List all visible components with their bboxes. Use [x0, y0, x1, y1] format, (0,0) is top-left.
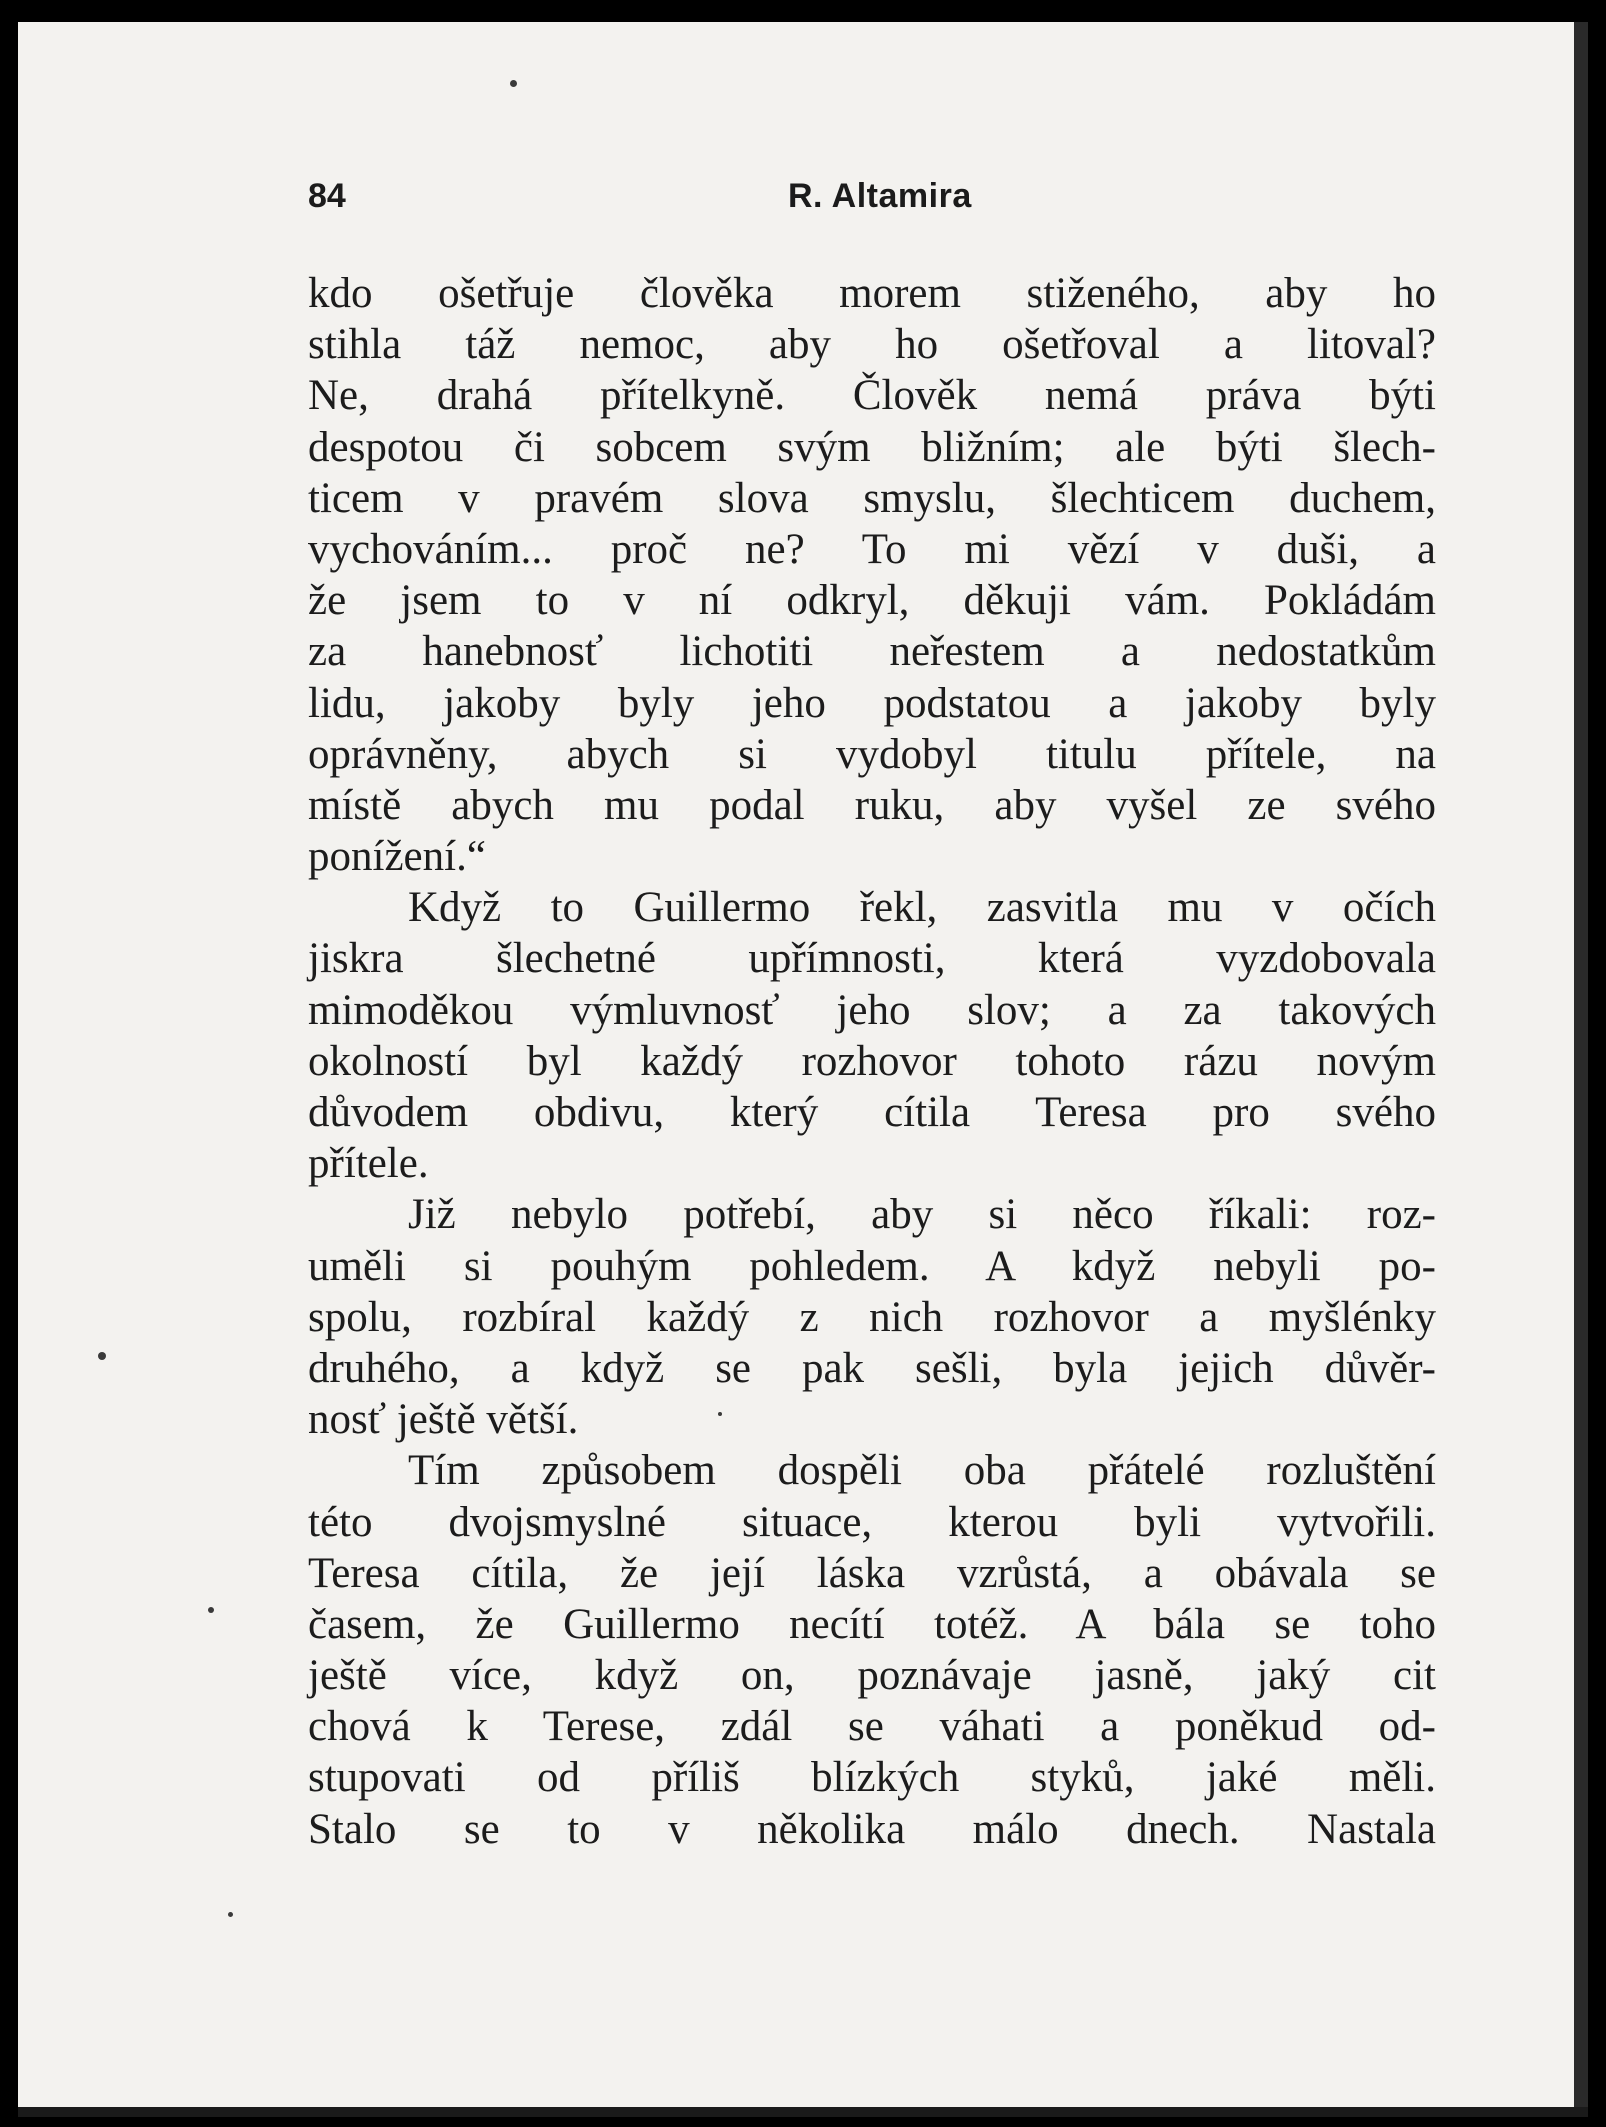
scan-speck	[208, 1607, 214, 1613]
text-line: chová k Terese, zdál se váhati a poněkud od-	[308, 1703, 1436, 1751]
text-line: Ne, drahá přítelkyně. Člověk nemá práva býti	[308, 372, 1436, 420]
page-edge-shadow	[1574, 22, 1588, 2117]
text-line: mimoděkou výmluvnosť jeho slov; a za takových	[308, 986, 1436, 1034]
text-line: okolností byl každý rozhovor tohoto rázu novým	[308, 1037, 1436, 1085]
text-line: lidu, jakoby byly jeho podstatou a jakoby byly	[308, 679, 1436, 727]
text-line: vychováním... proč ne? To mi vězí v duši, a	[308, 525, 1436, 573]
text-line: této dvojsmyslné situace, kterou byli vytvořili.	[308, 1498, 1436, 1546]
book-page	[18, 22, 1588, 2117]
page-number: 84	[308, 177, 346, 215]
text-line: důvodem obdivu, který cítila Teresa pro svého	[308, 1089, 1436, 1136]
text-line: že jsem to v ní odkryl, děkuji vám. Pokládám	[308, 577, 1436, 625]
text-line: despotou či sobcem svým bližním; ale býti šlech-	[308, 423, 1436, 471]
scan-speck	[228, 1912, 233, 1917]
text-line: nosť ještě větší.	[308, 1396, 579, 1444]
text-line: ještě více, když on, poznávaje jasně, jaký cit	[308, 1652, 1436, 1700]
text-line: Když to Guillermo řekl, zasvitla mu v očích	[408, 884, 1436, 932]
text-line: stihla táž nemoc, aby ho ošetřoval a litoval?	[308, 321, 1436, 369]
text-line: druhého, a když se pak sešli, byla jejich důvěr-	[308, 1344, 1436, 1392]
running-title: R. Altamira	[788, 177, 972, 215]
body-text	[308, 268, 1436, 1855]
scan-speck	[510, 80, 517, 87]
text-line: oprávněny, abych si vydobyl titulu přítele, na	[308, 730, 1436, 778]
text-line: spolu, rozbíral každý z nich rozhovor a myšlénky	[308, 1293, 1436, 1341]
text-line: Tím způsobem dospěli oba přátelé rozluštění	[408, 1447, 1436, 1495]
page-header	[308, 177, 1436, 221]
text-line: místě abych mu podal ruku, aby vyšel ze svého	[308, 781, 1436, 829]
text-line: za hanebnosť lichotiti neřestem a nedostatkům	[308, 628, 1436, 676]
text-line: jiskra šlechetné upřímnosti, která vyzdobovala	[308, 935, 1436, 983]
text-line: Stalo se to v několika málo dnech. Nastala	[308, 1805, 1436, 1853]
text-line: uměli si pouhým pohledem. A když nebyli po-	[308, 1242, 1436, 1290]
text-line: časem, že Guillermo necítí totéž. A bála se toho	[308, 1600, 1436, 1648]
text-line: ticem v pravém slova smyslu, šlechticem duchem,	[308, 474, 1436, 522]
text-line: ponížení.“	[308, 833, 486, 881]
page-edge-shadow	[18, 2107, 1588, 2117]
text-line: Již nebylo potřebí, aby si něco říkali: roz-	[408, 1191, 1436, 1239]
scan-speck	[98, 1352, 106, 1360]
text-line: kdo ošetřuje člověka morem stiženého, aby ho	[308, 270, 1436, 317]
text-line: stupovati od příliš blízkých styků, jaké měli.	[308, 1754, 1436, 1802]
text-line: přítele.	[308, 1140, 429, 1188]
scan-speck	[718, 1412, 722, 1416]
text-line: Teresa cítila, že její láska vzrůstá, a obávala se	[308, 1549, 1436, 1597]
